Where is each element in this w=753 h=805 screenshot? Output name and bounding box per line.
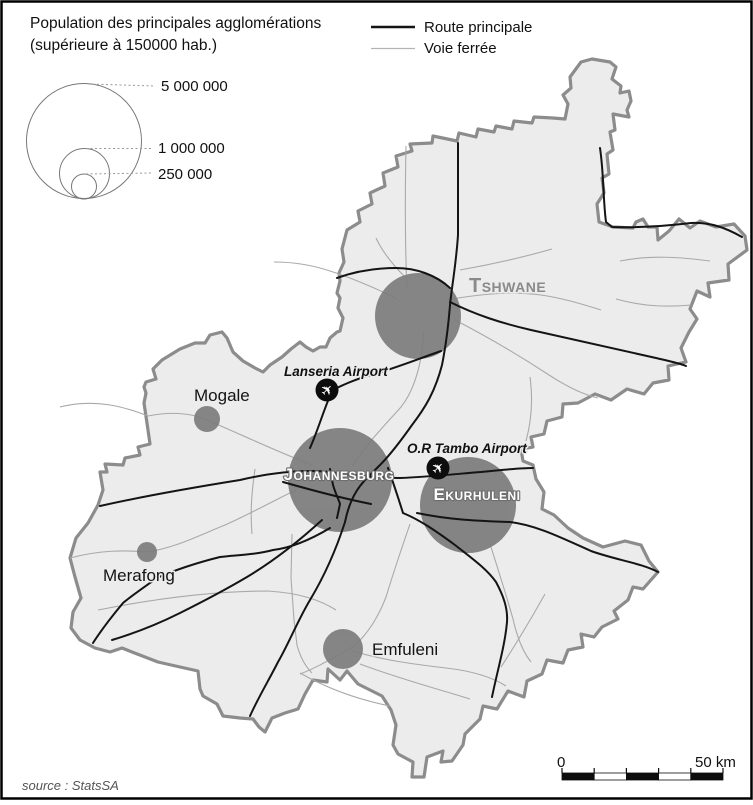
airport-label-lanseria: Lanseria Airport — [284, 364, 388, 379]
scale-bar — [557, 754, 736, 780]
city-circle-mogale — [194, 406, 220, 432]
city-circle-emfuleni — [323, 629, 363, 669]
city-label-johannesburg: Johannesburg — [283, 465, 395, 484]
city-label-emfuleni: Emfuleni — [372, 640, 439, 659]
airplane-icon: ✈ — [317, 380, 338, 401]
scale-segment — [626, 773, 658, 780]
legend-road-label: Route principale — [424, 19, 533, 36]
scale-segment — [691, 773, 723, 780]
legend-circle-5m — [27, 84, 142, 199]
legend-rail-label: Voie ferrée — [424, 40, 497, 57]
legend-population-title-line2: (supérieure à 150000 hab.) — [30, 37, 217, 54]
city-label-merafong: Merafong — [103, 566, 175, 585]
scale-end-label: 50 km — [695, 754, 736, 771]
legend-lines — [371, 19, 532, 57]
city-circle-merafong — [137, 542, 157, 562]
legend-size-label-250k: 250 000 — [158, 166, 213, 183]
scale-start-label: 0 — [557, 754, 566, 771]
city-label-mogale: Mogale — [194, 386, 250, 405]
legend-population — [27, 15, 322, 199]
scale-segment — [659, 773, 691, 780]
legend-population-title-line1: Population des principales agglomérations — [30, 15, 322, 32]
legend-leader-250k — [86, 173, 152, 174]
airport-label-or-tambo: O.R Tambo Airport — [407, 441, 527, 456]
scale-segment — [594, 773, 626, 780]
legend-size-label-1m: 1 000 000 — [158, 140, 225, 157]
airplane-icon: ✈ — [428, 458, 449, 479]
legend-circle-1m — [60, 149, 110, 199]
source-note: source : StatsSA — [22, 778, 119, 793]
city-label-ekurhuleni: Ekurhuleni — [433, 485, 521, 504]
city-label-tshwane: Tshwane — [469, 275, 547, 297]
legend-circle-250k — [72, 174, 97, 199]
scale-segment — [562, 773, 594, 780]
legend-size-label-5m: 5 000 000 — [161, 78, 228, 95]
